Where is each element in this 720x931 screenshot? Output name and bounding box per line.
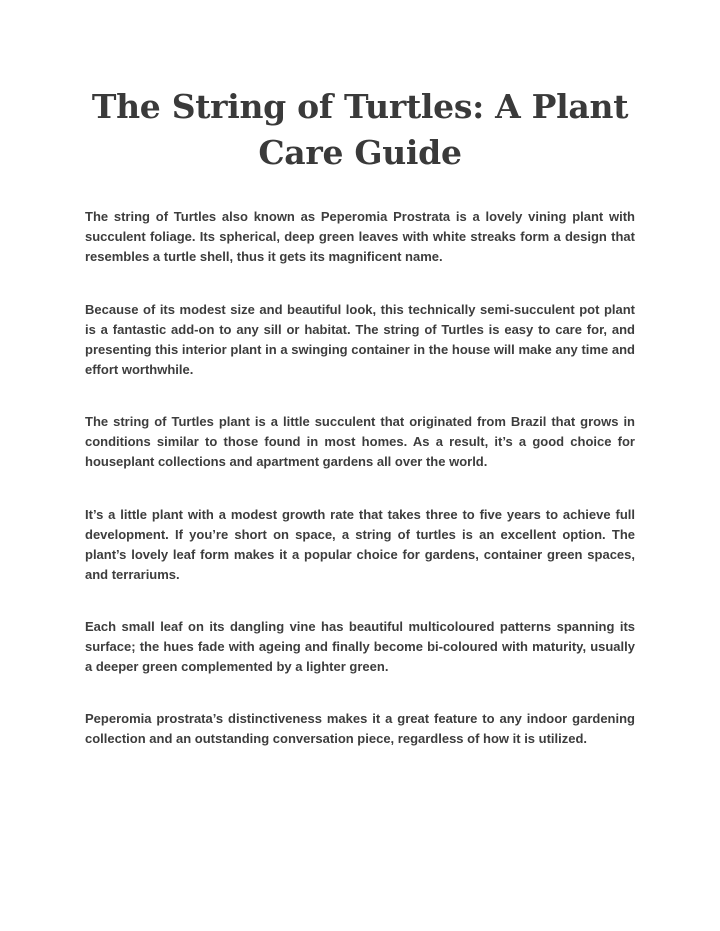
paragraph-growth: It’s a little plant with a modest growth rate that takes three to five years to achieve full development. If you’re short on space, a string of turtles is an excellent option. The plant’s lovely leaf form makes it a popular choice for gardens, container green spaces, and terrariums. xyxy=(85,507,635,582)
paragraph-conclusion: Peperomia prostrata’s distinctiveness makes it a great feature to any indoor gardening collection and an outstanding conversation piece, regardless of how it is utilized. xyxy=(85,711,635,746)
paragraph-origin: The string of Turtles plant is a little succulent that originated from Brazil that grows in conditions similar to those found in most homes. As a result, it’s a good choice for houseplant collections and apartment gardens all over the world. xyxy=(85,414,635,469)
paragraph-appearance: Because of its modest size and beautiful look, this technically semi-succulent pot plant is a fantastic add-on to any sill or habitat. The string of Turtles is easy to care for, and presenting this interior plant in a swinging container in the house will make any time and effort worthwhile. xyxy=(85,302,635,377)
page-title: The String of Turtles: A Plant Care Guide xyxy=(91,87,629,172)
paragraph-intro: The string of Turtles also known as Peperomia Prostrata is a lovely vining plant with succulent foliage. Its spherical, deep green leaves with white streaks form a design that resembles a turtle shell, thus it gets its magnificent name. xyxy=(85,209,635,264)
paragraph-leaf-patterns: Each small leaf on its dangling vine has beautiful multicoloured patterns spanning its surface; the hues fade with ageing and finally become bi-coloured with maturity, usually a deeper green complemented by a lighter green. xyxy=(85,619,635,674)
